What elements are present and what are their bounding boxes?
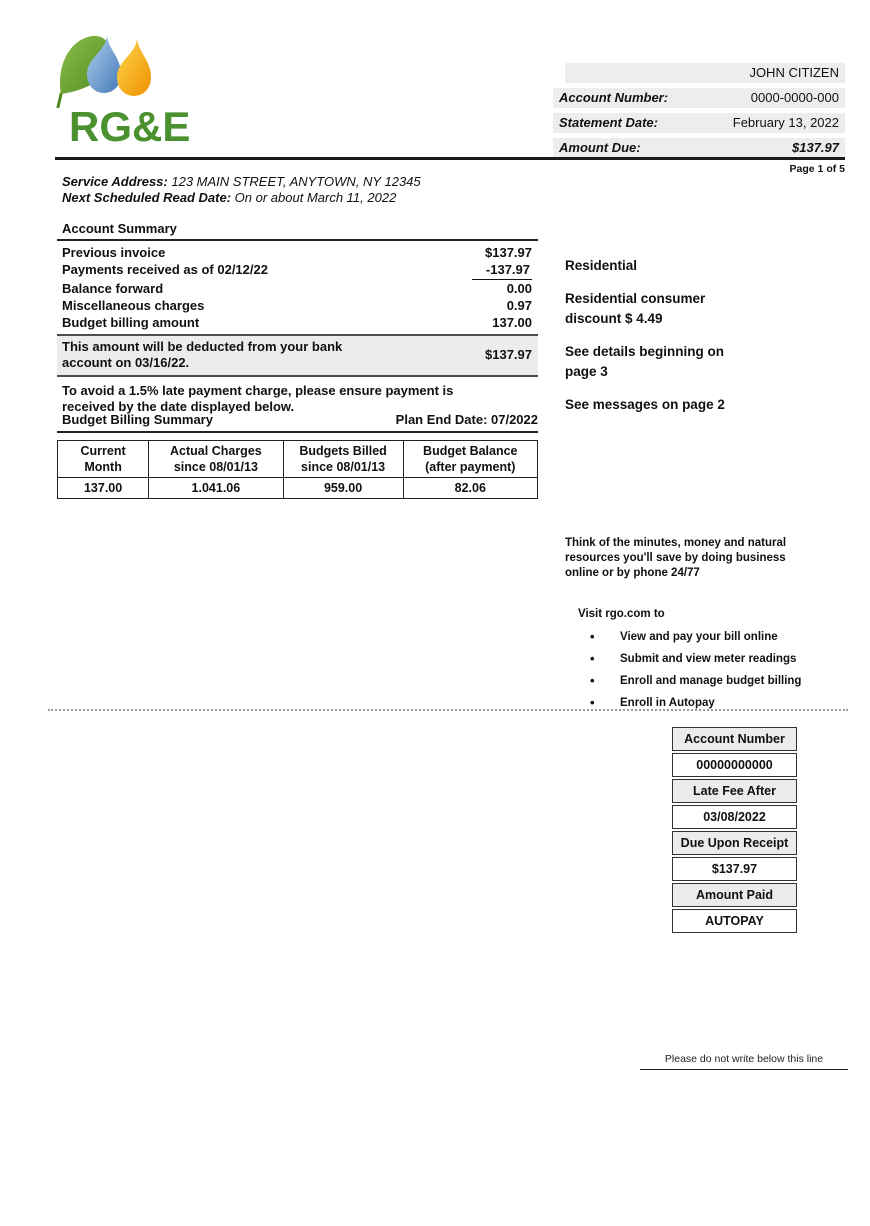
rge-logo (55, 32, 215, 151)
plan-end-date: Plan End Date: 07/2022 (395, 412, 538, 427)
column-header: Budget Balance (after payment) (403, 441, 537, 478)
stub-late-fee-date: 03/08/2022 (672, 805, 797, 829)
column-header: Actual Charges since 08/01/13 (149, 441, 283, 478)
stub-account-number-label: Account Number (672, 727, 797, 751)
list-item: • Enroll in Autopay (590, 692, 820, 714)
account-number-value: 0000-0000-000 (750, 90, 839, 105)
budget-billing-table (57, 440, 538, 499)
flame-drop-icon (117, 39, 151, 96)
leaf-stem-icon (58, 94, 61, 107)
account-header-block (553, 63, 845, 163)
row-label: Previous invoice (62, 245, 166, 260)
logo-wordmark: RG&E (69, 103, 191, 150)
account-number-label: Account Number: (559, 90, 669, 105)
stub-amount-paid-label: Amount Paid (672, 883, 797, 907)
autopay-deduction-row (57, 334, 538, 377)
customer-name: JOHN CITIZEN (749, 65, 839, 80)
account-summary-title: Account Summary (57, 221, 538, 241)
side-notes (565, 256, 750, 428)
amount-due-row (553, 138, 845, 158)
amount-due-value: $137.97 (792, 140, 839, 155)
customer-name-row (565, 63, 845, 83)
row-value: -137.97 (472, 261, 532, 280)
deduction-value: $137.97 (485, 347, 532, 362)
account-summary-rows (57, 241, 538, 331)
column-header: Budgets Billed since 08/01/13 (283, 441, 403, 478)
budget-billing-section (57, 412, 538, 499)
row-value: 137.00 (492, 315, 532, 330)
list-item: • View and pay your bill online (590, 626, 820, 648)
perforation-line (48, 709, 848, 711)
do-not-write-note: Please do not write below this line (640, 1053, 848, 1070)
deduction-label: This amount will be deducted from your bank account on 03/16/22. (62, 339, 343, 370)
table-header-row (58, 441, 538, 478)
budget-billing-header (57, 412, 538, 433)
cell-value: 137.00 (58, 478, 149, 499)
marketing-bullet-list (590, 626, 820, 714)
payment-stub-table (672, 727, 797, 935)
table-row (57, 261, 538, 280)
statement-date-row (553, 113, 845, 133)
table-row (57, 297, 538, 314)
amount-due-label: Amount Due: (559, 140, 641, 155)
budget-billing-title: Budget Billing Summary (62, 412, 213, 427)
service-address-block (62, 174, 421, 206)
table-row (58, 478, 538, 499)
service-address-label: Service Address: (62, 174, 168, 189)
header-divider (55, 157, 845, 160)
rge-logo-drops-icon (55, 32, 173, 108)
stub-account-number-value: 00000000000 (672, 753, 797, 777)
service-address-line (62, 174, 421, 190)
list-item: • Submit and view meter readings (590, 648, 820, 670)
page-indicator: Page 1 of 5 (789, 163, 845, 175)
side-note: See details beginning on page 3 (565, 344, 725, 379)
stub-due-label: Due Upon Receipt (672, 831, 797, 855)
read-date-line (62, 190, 421, 206)
side-note: Residential consumer discount $ 4.49 (565, 291, 706, 326)
account-summary-section (57, 221, 538, 415)
marketing-block (565, 536, 820, 714)
late-payment-notice: To avoid a 1.5% late payment charge, please ensure payment is received by the date displayed below. (62, 383, 454, 414)
row-value: 0.00 (506, 281, 532, 296)
stub-autopay-value: AUTOPAY (672, 909, 797, 933)
row-value: $137.97 (485, 245, 532, 260)
row-value: 0.97 (506, 298, 532, 313)
statement-date-label: Statement Date: (559, 115, 658, 130)
cell-value: 959.00 (283, 478, 403, 499)
marketing-intro: Think of the minutes, money and natural resources you'll save by doing business online or by phone 24/77 (565, 537, 787, 579)
table-row (57, 244, 538, 261)
marketing-visit-line: Visit rgo.com to (578, 608, 665, 620)
read-date-value: On or about March 11, 2022 (234, 190, 397, 205)
row-label: Miscellaneous charges (62, 298, 205, 313)
cell-value: 82.06 (403, 478, 537, 499)
stub-due-amount: $137.97 (672, 857, 797, 881)
row-label: Budget billing amount (62, 315, 200, 330)
row-label: Balance forward (62, 281, 164, 296)
read-date-label: Next Scheduled Read Date: (62, 190, 232, 205)
side-note: See messages on page 2 (565, 397, 725, 412)
column-header: Current Month (58, 441, 149, 478)
table-row (57, 280, 538, 297)
service-address-value: 123 MAIN STREET, ANYTOWN, NY 12345 (171, 174, 421, 189)
side-note: Residential (565, 258, 638, 273)
stub-late-fee-label: Late Fee After (672, 779, 797, 803)
account-number-row (553, 88, 845, 108)
table-row (57, 314, 538, 331)
cell-value: 1.041.06 (149, 478, 283, 499)
statement-date-value: February 13, 2022 (732, 115, 839, 130)
list-item: • Enroll and manage budget billing (590, 670, 820, 692)
row-label: Payments received as of 02/12/22 (62, 262, 268, 277)
